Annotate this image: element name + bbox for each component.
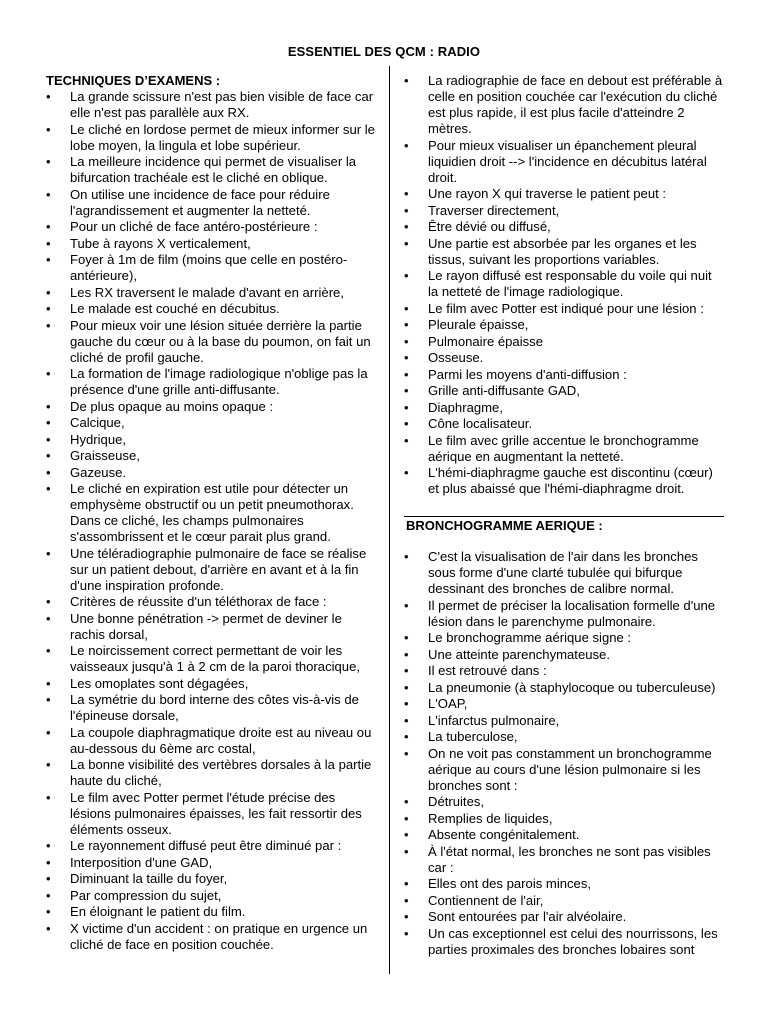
list-item: • La formation de l'image radiologique n'oblige pas la présence d'une grille anti-diffusante. (46, 366, 376, 398)
list-item: • La coupole diaphragmatique droite est au niveau ou au-dessous du 6ème arc costal, (46, 725, 376, 757)
list-item: • Gazeuse. (46, 465, 376, 481)
list-item: • Une téléradiographie pulmonaire de face se réalise sur un patient debout, d'arrière en avant et à la fin d'une inspiration profonde. (46, 546, 376, 594)
list-item: • La meilleure incidence qui permet de visualiser la bifurcation trachéale est le cliché en oblique. (46, 154, 376, 186)
bronchogramme-list (404, 549, 724, 958)
list-item: • Pour mieux voir une lésion située derrière la partie gauche du cœur ou à la base du poumon, on fait un cliché de profil gauche. (46, 318, 376, 366)
list-item: • L'hémi-diaphragme gauche est discontinu (cœur) et plus abaissé que l'hémi-diaphragme droit. (404, 465, 724, 497)
section-rule (404, 516, 724, 517)
list-item: • Diaphragme, (404, 400, 724, 416)
list-item: • L'OAP, (404, 696, 724, 712)
list-item: • Détruites, (404, 794, 724, 810)
list-item: • Calcique, (46, 415, 376, 431)
list-item: • Le bronchogramme aérique signe : (404, 630, 724, 646)
list-item: • La tuberculose, (404, 729, 724, 745)
list-item: • À l'état normal, les bronches ne sont pas visibles car : (404, 844, 724, 876)
list-item: • Par compression du sujet, (46, 888, 376, 904)
list-item: • Pour un cliché de face antéro-postérieure : (46, 219, 376, 235)
list-item: • C'est la visualisation de l'air dans les bronches sous forme d'une clarté tubulée qui bifurque dessinant des bronches de calibre normal. (404, 549, 724, 597)
list-item: • Il est retrouvé dans : (404, 663, 724, 679)
section-heading-techniques: TECHNIQUES D’EXAMENS : (46, 73, 221, 88)
list-item: • Le rayon diffusé est responsable du voile qui nuit la netteté de l'image radiologique. (404, 268, 724, 300)
column-divider (389, 66, 390, 974)
list-item: • Il permet de préciser la localisation formelle d'une lésion dans le parenchyme pulmonaire. (404, 598, 724, 630)
list-item: • Traverser directement, (404, 203, 724, 219)
list-item: • Parmi les moyens d'anti-diffusion : (404, 367, 724, 383)
list-item: • Critères de réussite d'un téléthorax de face : (46, 594, 376, 610)
list-item: • Tube à rayons X verticalement, (46, 236, 376, 252)
list-item: • En éloignant le patient du film. (46, 904, 376, 920)
list-item: • Le noircissement correct permettant de voir les vaisseaux jusqu'à 1 à 2 cm de la paroi thoracique, (46, 643, 376, 675)
list-item: • Le malade est couché en décubitus. (46, 301, 376, 317)
list-item: • Une bonne pénétration -> permet de deviner le rachis dorsal, (46, 611, 376, 643)
list-item: • La grande scissure n'est pas bien visible de face car elle n'est pas parallèle aux RX. (46, 89, 376, 121)
list-item: • Cône localisateur. (404, 416, 724, 432)
list-item: • Une atteinte parenchymateuse. (404, 647, 724, 663)
list-item: • La pneumonie (à staphylocoque ou tuberculeuse) (404, 680, 724, 696)
list-item: • La bonne visibilité des vertèbres dorsales à la partie haute du cliché, (46, 757, 376, 789)
list-item: • Le film avec grille accentue le bronchogramme aérique en augmentant la netteté. (404, 433, 724, 465)
list-item: • Pulmonaire épaisse (404, 334, 724, 350)
techniques-list (46, 89, 376, 953)
list-item: • Remplies de liquides, (404, 811, 724, 827)
list-item: • Les omoplates sont dégagées, (46, 676, 376, 692)
list-item: • Graisseuse, (46, 448, 376, 464)
list-item: • Interposition d'une GAD, (46, 855, 376, 871)
left-column (46, 73, 376, 953)
list-item: • Le cliché en expiration est utile pour détecter un emphysème obstructif ou un petit pneumothorax. Dans ce cliché, les champs pulmonaires s'assombrissent et le cœur parait plus grand. (46, 481, 376, 545)
list-item: • L'infarctus pulmonaire, (404, 713, 724, 729)
list-item: • Le rayonnement diffusé peut être diminué par : (46, 838, 376, 854)
list-item: • Le cliché en lordose permet de mieux informer sur le lobe moyen, la lingula et lobe supérieur. (46, 122, 376, 154)
list-item: • Foyer à 1m de film (moins que celle en postéro-antérieure), (46, 252, 376, 284)
list-item: • Le film avec Potter est indiqué pour une lésion : (404, 301, 724, 317)
list-item: • Elles ont des parois minces, (404, 876, 724, 892)
list-item: • Les RX traversent le malade d'avant en arrière, (46, 285, 376, 301)
list-item: • Une partie est absorbée par les organes et les tissus, suivant les proportions variables. (404, 236, 724, 268)
list-item: • Une rayon X qui traverse le patient peut : (404, 186, 724, 202)
list-item: • X victime d'un accident : on pratique en urgence un cliché de face en position couchée. (46, 921, 376, 953)
list-item: • Osseuse. (404, 350, 724, 366)
page-title: ESSENTIEL DES QCM : RADIO (287, 44, 481, 59)
list-item: • Un cas exceptionnel est celui des nourrissons, les parties proximales des bronches lobaires sont (404, 926, 724, 958)
list-item: • Être dévié ou diffusé, (404, 219, 724, 235)
list-item: • Grille anti-diffusante GAD, (404, 383, 724, 399)
section-heading-bronchogramme: BRONCHOGRAMME AERIQUE : (406, 518, 603, 533)
list-item: • Le film avec Potter permet l'étude précise des lésions pulmonaires épaisses, les fait ressortir des éléments osseux. (46, 790, 376, 838)
list-item: • On ne voit pas constamment un bronchogramme aérique au cours d'une lésion pulmonaire si les bronches sont : (404, 746, 724, 794)
list-item: • Pour mieux visualiser un épanchement pleural liquidien droit --> l'incidence en décubitus latéral droit. (404, 138, 724, 186)
list-item: • Sont entourées par l'air alvéolaire. (404, 909, 724, 925)
list-item: • Hydrique, (46, 432, 376, 448)
list-item: • Contiennent de l'air, (404, 893, 724, 909)
list-item: • De plus opaque au moins opaque : (46, 399, 376, 415)
list-item: • La radiographie de face en debout est préférable à celle en position couchée car l'exécution du cliché est plus rapide, il est plus facile d'atteindre 2 mètres. (404, 73, 724, 137)
list-item: • On utilise une incidence de face pour réduire l'agrandissement et augmenter la netteté. (46, 187, 376, 219)
techniques-list-continued (404, 73, 724, 497)
list-item: • Absente congénitalement. (404, 827, 724, 843)
right-column (404, 73, 724, 498)
list-item: • Diminuant la taille du foyer, (46, 871, 376, 887)
list-item: • Pleurale épaisse, (404, 317, 724, 333)
list-item: • La symétrie du bord interne des côtes vis-à-vis de l'épineuse dorsale, (46, 692, 376, 724)
